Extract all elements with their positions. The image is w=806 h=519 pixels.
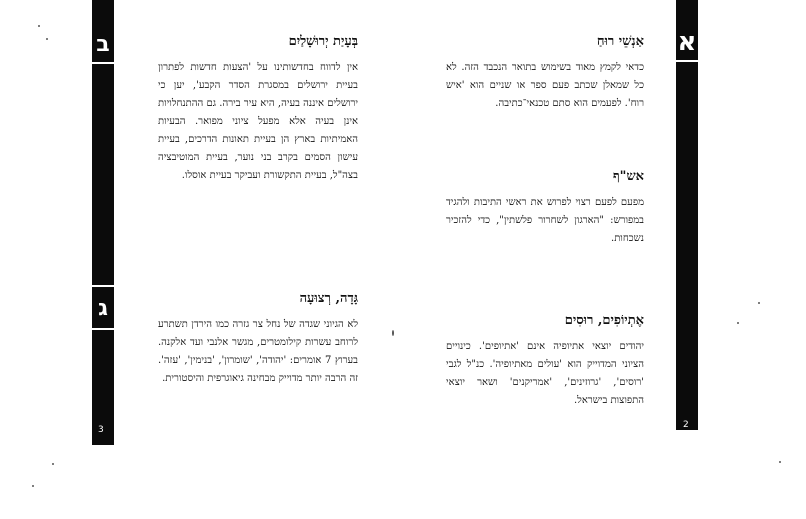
entry-bank-strip — [158, 290, 358, 388]
tab-letter-gimel: ג — [98, 296, 108, 321]
tab-divider — [92, 62, 114, 64]
entry-body: יהודים יוצאי אתיופיה אינם 'אתיופים'. כינויים הציוני המדוייק הוא 'עולים מאתיופיה'. כנ"ל לגבי 'רוסים', 'גרוזינים', 'אמריקנים' ושאר יוצאי התפוצות בישראל. — [446, 341, 644, 406]
entry-body: לא הגיוני שגדה של נחל צר גזרה כמו הירדן תשתרע לרוחב עשרות קילומטרים, מגשר אלנבי ועד אלקנה. בערוץ 7 אומרים: 'יהודה', 'שומרון', 'בנימין', 'עזה'. זה הרבה יותר מדוייק מבחינה גיאוגרפית והיסטורית. — [158, 319, 358, 384]
scan-speck — [46, 38, 48, 40]
left-letter-tab — [92, 0, 114, 445]
entry-ethiopians-russians — [446, 312, 644, 410]
scan-speck — [392, 330, 394, 336]
entry-title: אש"ף — [612, 169, 644, 184]
scan-speck — [32, 485, 34, 487]
scan-speck — [38, 25, 40, 27]
tab-letter-bet: ב — [96, 32, 110, 57]
left-page-number: 3 — [98, 425, 104, 435]
right-page-number: 2 — [683, 420, 689, 430]
tab-divider — [676, 60, 698, 62]
entry-title: בְּעָיַת יְרוּשָׁלַיִם — [288, 34, 358, 49]
scan-speck — [758, 302, 760, 304]
entry-plo — [446, 168, 644, 248]
tab-letter-alef: א — [677, 27, 697, 57]
scan-speck — [779, 461, 781, 463]
entry-title: אַנְשֵׁי רוּחַ — [596, 34, 644, 49]
tab-divider — [92, 285, 114, 287]
entry-intellectuals — [446, 33, 644, 113]
entry-body: מפעם לפעם רצוי לפרוש את ראשי התיבות ולהגיד במפורש: "הארגון לשחרור פלשתין", כדי להזכיר נשכחות. — [446, 197, 644, 244]
scan-speck — [52, 463, 54, 465]
entry-title: אֶתְיוֹפִים, רוּסִים — [564, 313, 644, 328]
entry-jerusalem-problem — [158, 33, 358, 185]
tab-divider — [92, 328, 114, 330]
entry-body: אין לדווח בחדשותינו על 'הצעות חדשות לפתרון בעיית ירושלים במסגרת הסדר הקבע', יען כי ירושלים איננה בעיה, היא עיר בירה. גם ההתנחלויות אינן בעיה אלא מפעל ציוני מפואר. הבעיות האמיתיות בארץ הן בעיית תאונות הדרכים, בעיית עישון הסמים בקרב בני נוער, בעיית המוטיבציה בצה"ל, בעיית התקשורת ועביקר בעיית אוסלו. — [158, 62, 358, 181]
entry-title: גָּדָה, רְצוּעָה — [299, 291, 358, 306]
entry-body: כדאי לקמץ מאוד בשימוש בתואר הנכבד הזה. לא כל שמאלן שכתב פעם ספר או שניים הוא 'איש רוח'. לפעמים הוא סתם טכנאי־כתיבה. — [446, 62, 644, 109]
right-letter-tab — [676, 0, 698, 430]
scan-speck — [737, 322, 739, 324]
